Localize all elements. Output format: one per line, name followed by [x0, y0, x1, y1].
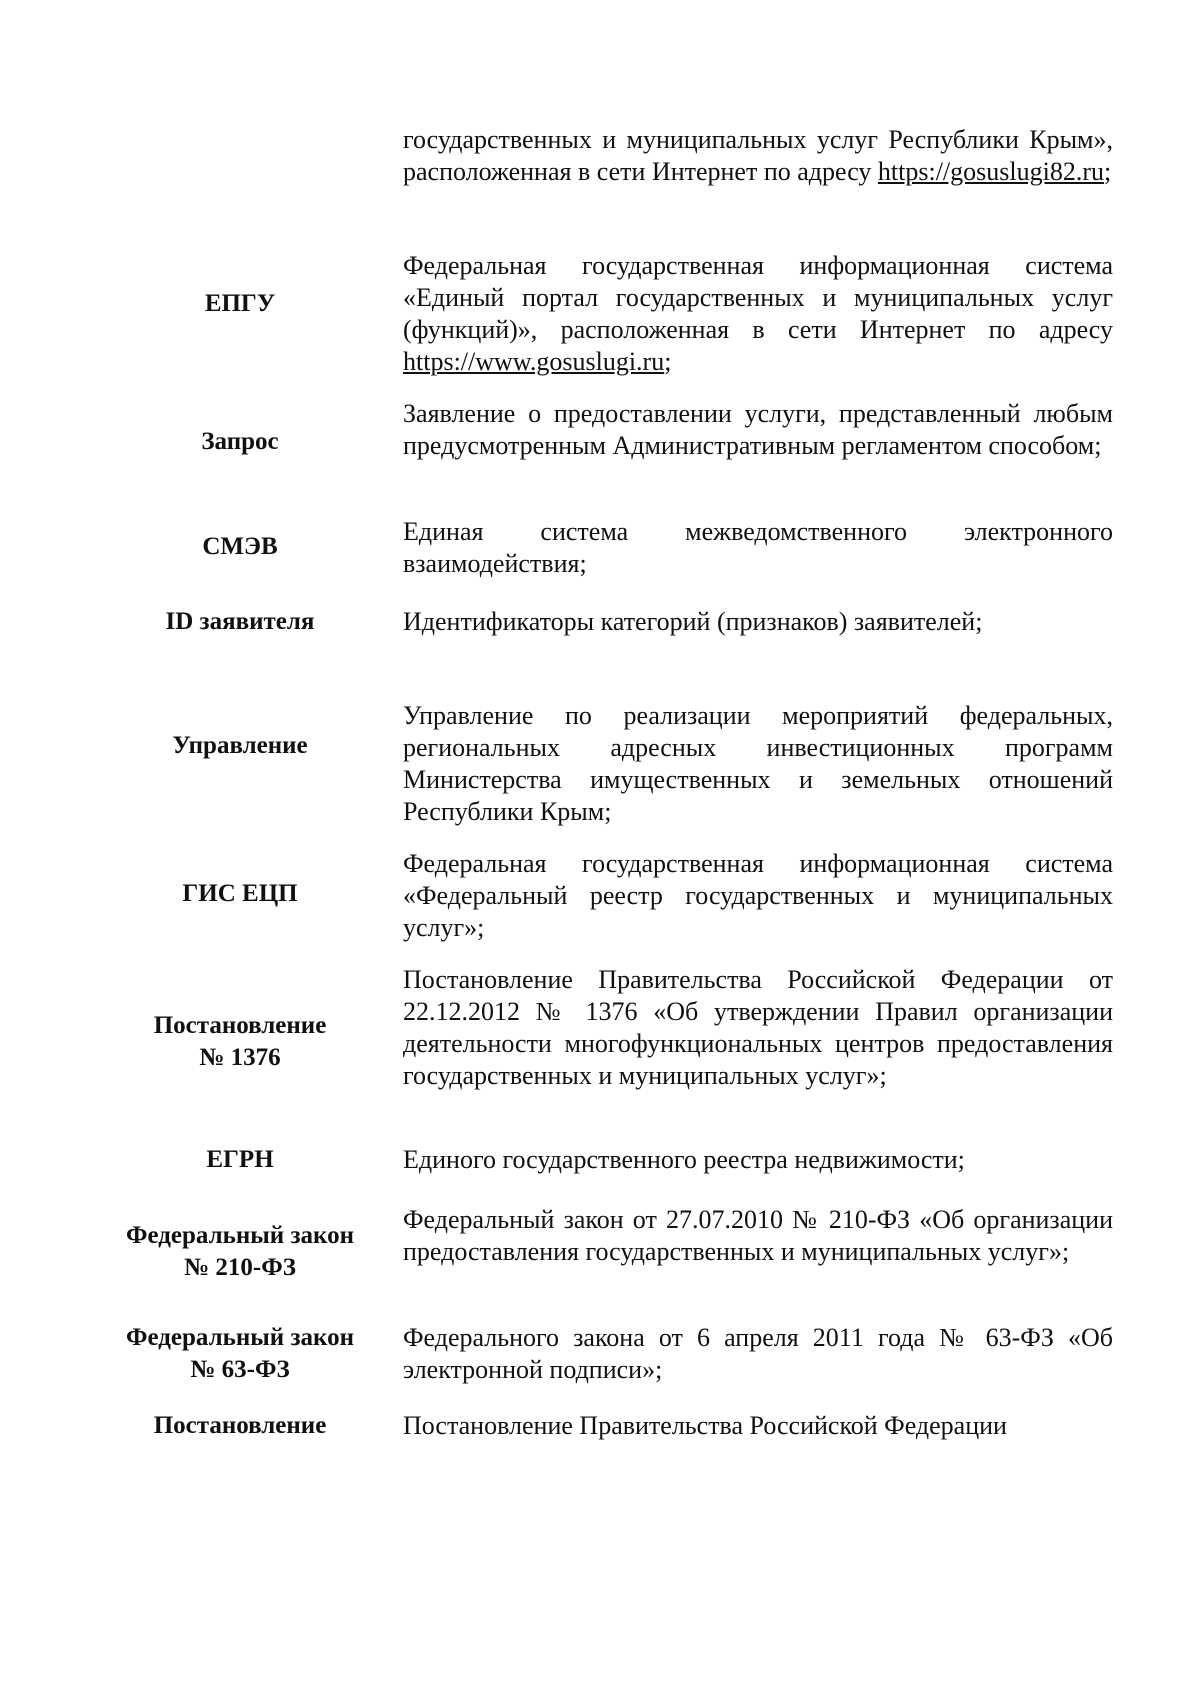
definition-tail: ;: [664, 347, 672, 376]
term-line: Федеральный закон: [126, 1222, 354, 1249]
term-label: ID заявителя: [165, 608, 315, 635]
definition-text: Единая система межведомственного электронного взаимодействия;: [403, 517, 1113, 578]
term-label: [100, 1010, 380, 1074]
term-label: Запрос: [201, 428, 279, 455]
definition-tail: ;: [1103, 157, 1112, 186]
definition-text: Заявление о предоставлении услуги, представленный любым предусмотренным Административным регламентом способом;: [403, 399, 1113, 460]
term-label: ЕПГУ: [204, 290, 276, 317]
term-label: ЕГРН: [206, 1146, 274, 1173]
term-label: [100, 1322, 380, 1386]
term-label: Постановление: [153, 1412, 327, 1439]
definition-text: Федерального закона от 6 апреля 2011 года № 63-ФЗ «Об электронной подписи»;: [403, 1323, 1113, 1384]
definition-text: Федеральная государственная информационная система «Федеральный реестр государственных и муниципальных услуг»;: [403, 849, 1113, 942]
term-label: ГИС ЕЦП: [182, 880, 298, 907]
definition-text: Федеральный закон от 27.07.2010 № 210-ФЗ «Об организации предоставления государственных и муниципальных услуг»;: [403, 1205, 1113, 1266]
term-line: Постановление: [153, 1012, 327, 1039]
definition-text: [403, 124, 1113, 188]
definition-text: Постановление Правительства Российской Федерации от 22.12.2012 № 1376 «Об утверждении Правил организации деятельности многофункциональных центров предоставления государственных и муниципальных услуг»;: [403, 965, 1113, 1090]
term-line: № 210-ФЗ: [184, 1254, 296, 1281]
definition-body: государственных и муниципальных услуг Республики Крым», расположенная в сети Интернет по адресу: [403, 125, 1113, 186]
definition-text: [403, 250, 1113, 378]
definition-text: Идентификаторы категорий (признаков) заявителей;: [403, 607, 983, 636]
portal-link[interactable]: https://www.gosuslugi.ru: [403, 347, 665, 376]
definition-body: Федеральная государственная информационная система «Единый портал государственных и муниципальных услуг (функций)», расположенная в сети Интернет по адресу: [403, 251, 1113, 344]
term-line: № 1376: [199, 1044, 281, 1071]
term-line: № 63-ФЗ: [190, 1356, 290, 1383]
portal-link[interactable]: https://gosuslugi82.ru: [877, 157, 1104, 186]
definition-text: Постановление Правительства Российской Федерации: [403, 1411, 1007, 1440]
term-line: Федеральный закон: [126, 1324, 354, 1351]
term-label: Управление: [172, 732, 308, 759]
definition-text: Управление по реализации мероприятий федеральных, региональных адресных инвестиционных программ Министерства имущественных и земельных отношений Республики Крым;: [403, 701, 1113, 826]
term-label: СМЭВ: [202, 533, 278, 560]
definition-text: Единого государственного реестра недвижимости;: [403, 1145, 965, 1174]
term-label: [100, 1220, 380, 1284]
